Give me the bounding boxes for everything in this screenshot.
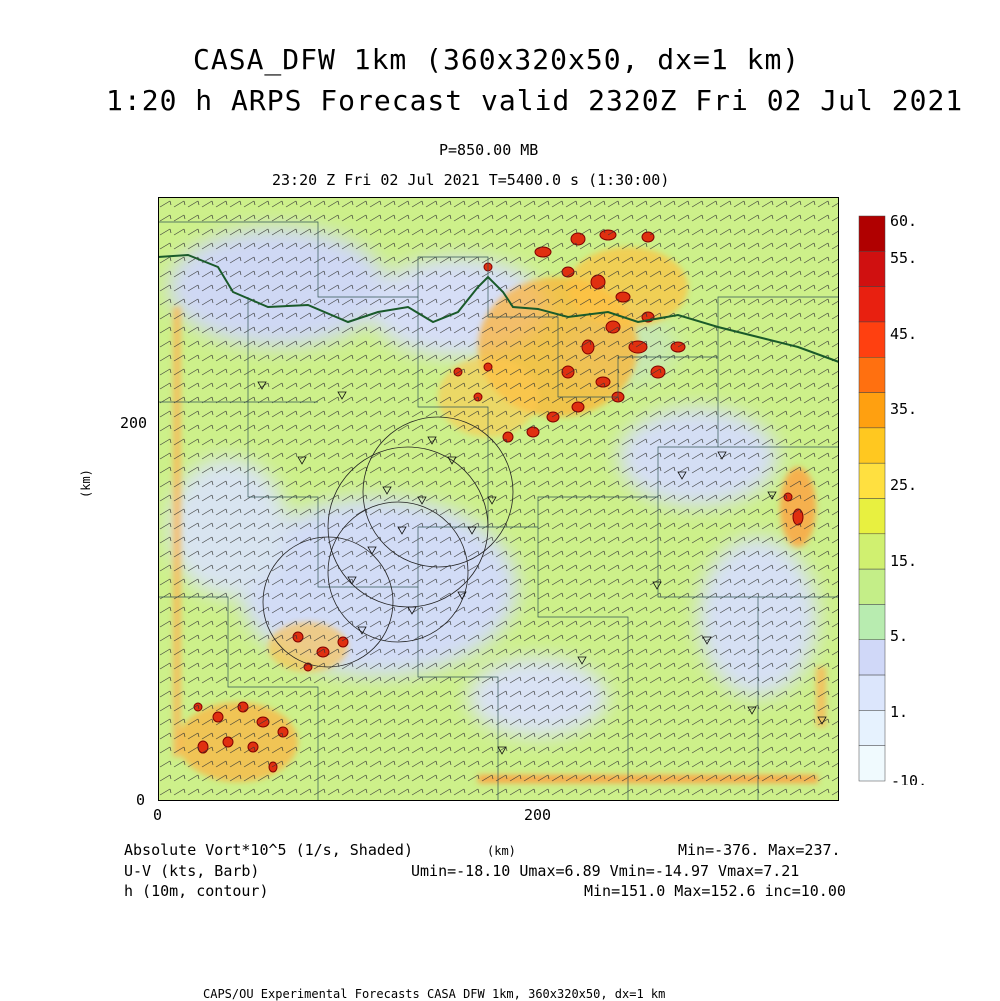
colorbar-label: 15.	[890, 552, 918, 570]
colorbar-box	[859, 534, 885, 569]
colorbar-label: 5.	[890, 627, 909, 645]
colorbar-labels	[890, 215, 927, 785]
y-tick-0: 0	[136, 791, 146, 809]
colorbar-box	[859, 463, 885, 498]
colorbar	[858, 215, 938, 785]
title-line-2: 1:20 h ARPS Forecast valid 2320Z Fri 02 Jul 2021	[106, 84, 964, 117]
vorticity-stats: Min=-376. Max=237.	[678, 841, 841, 859]
pressure-level: P=850.00 MB	[439, 141, 539, 159]
vorticity-map	[158, 197, 839, 801]
colorbar-label: 25.	[890, 476, 918, 494]
colorbar-box	[859, 640, 885, 675]
colorbar-label: -10.	[891, 772, 928, 785]
x-axis-label: (km)	[487, 844, 516, 858]
colorbar-box	[859, 251, 885, 286]
colorbar-box	[859, 710, 885, 745]
colorbar-box	[859, 499, 885, 534]
colorbar-box	[859, 357, 885, 392]
colorbar-box	[859, 216, 885, 251]
colorbar-box	[859, 393, 885, 428]
colorbar-label: 35.	[890, 400, 918, 418]
colorbar-box	[859, 675, 885, 710]
credit-line: CAPS/OU Experimental Forecasts CASA DFW 1km, 360x320x50, dx=1 km	[203, 987, 666, 1001]
colorbar-box	[859, 746, 885, 781]
colorbar-box	[859, 322, 885, 357]
height-stats: Min=151.0 Max=152.6 inc=10.00	[584, 882, 846, 900]
colorbar-boxes	[859, 216, 885, 781]
x-tick-0: 0	[153, 806, 163, 824]
colorbar-label: 45.	[890, 325, 918, 343]
y-axis-label: (km)	[79, 469, 93, 498]
colorbar-box	[859, 287, 885, 322]
field-vorticity-label: Absolute Vort*10^5 (1/s, Shaded)	[124, 841, 413, 859]
colorbar-box	[859, 428, 885, 463]
colorbar-label: 1.	[890, 703, 909, 721]
title-line-1: CASA_DFW 1km (360x320x50, dx=1 km)	[193, 43, 801, 76]
x-tick-200: 200	[524, 806, 552, 824]
colorbar-label: 55.	[890, 249, 918, 267]
field-wind-label: U-V (kts, Barb)	[124, 862, 260, 880]
colorbar-label: 60.	[890, 215, 918, 230]
wind-stats: Umin=-18.10 Umax=6.89 Vmin=-14.97 Vmax=7.21	[411, 862, 800, 880]
colorbar-box	[859, 604, 885, 639]
valid-time-line: 23:20 Z Fri 02 Jul 2021 T=5400.0 s (1:30:00)	[272, 171, 670, 189]
colorbar-box	[859, 569, 885, 604]
field-height-label: h (10m, contour)	[124, 882, 269, 900]
y-tick-200: 200	[120, 414, 148, 432]
